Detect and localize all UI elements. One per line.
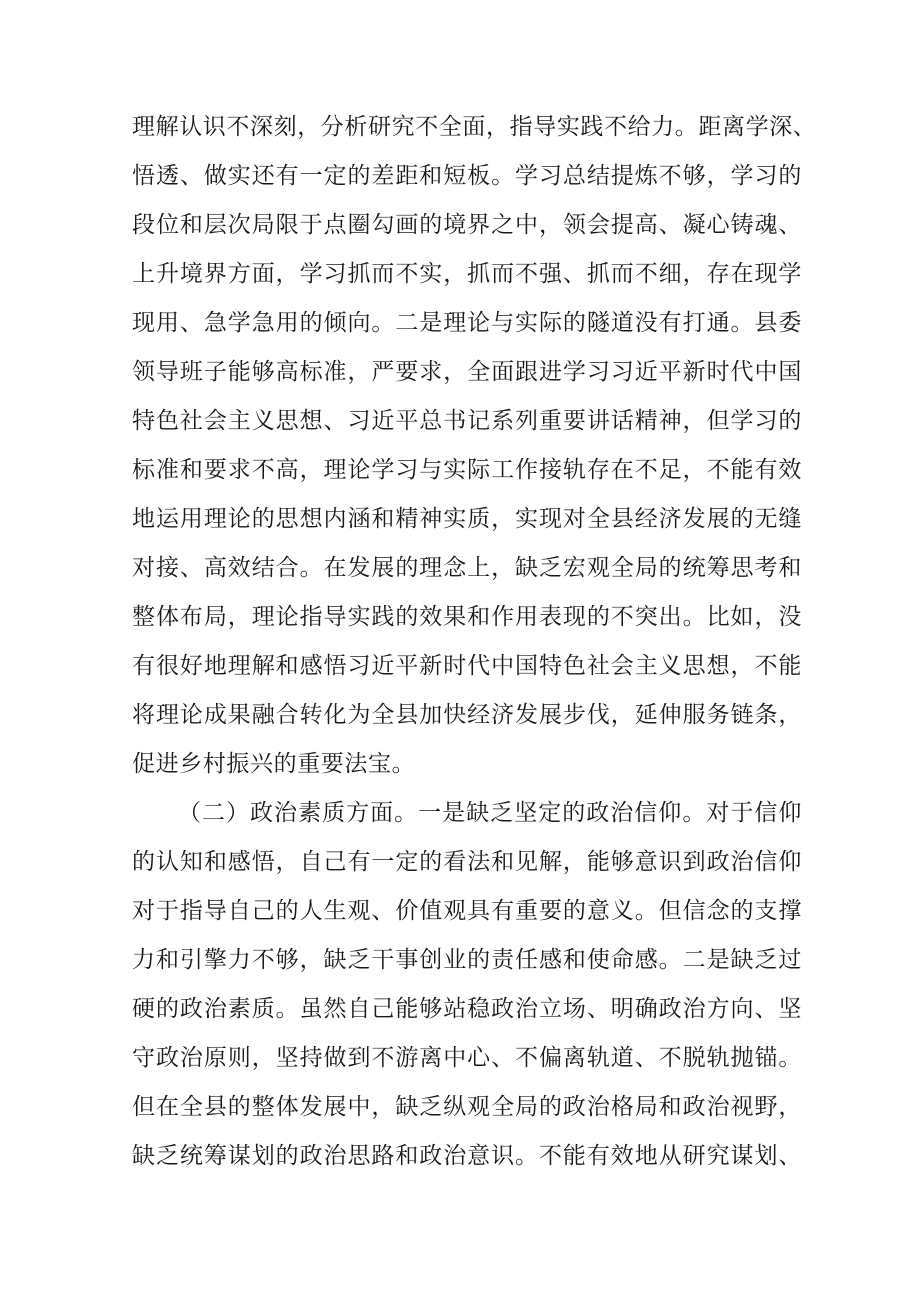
text-line: 悟透、做实还有一定的差距和短板。学习总结提炼不够，学习的 (132, 163, 802, 189)
text-line: 整体布局，理论指导实践的效果和作用表现的不突出。比如，没 (132, 604, 802, 630)
document-body (132, 108, 817, 1186)
text-line: 有很好地理解和感悟习近平新时代中国特色社会主义思想，不能 (132, 653, 802, 679)
text-line: 硬的政治素质。虽然自己能够站稳政治立场、明确政治方向、坚 (132, 996, 802, 1022)
text-line: 段位和层次局限于点圈勾画的境界之中，领会提高、凝心铸魂、 (132, 212, 802, 238)
text-line: 地运用理论的思想内涵和精神实质，实现对全县经济发展的无缝 (132, 506, 802, 532)
text-line: 上升境界方面，学习抓而不实，抓而不强、抓而不细，存在现学 (132, 261, 802, 287)
text-line: 领导班子能够高标准，严要求，全面跟进学习习近平新时代中国 (132, 359, 802, 385)
text-line: 但在全县的整体发展中，缺乏纵观全局的政治格局和政治视野， (132, 1094, 802, 1120)
text-line: 将理论成果融合转化为全县加快经济发展步伐，延伸服务链条， (132, 702, 802, 728)
text-line: 的认知和感悟，自己有一定的看法和见解，能够意识到政治信仰 (132, 849, 802, 875)
text-line: 理解认识不深刻，分析研究不全面，指导实践不给力。距离学深、 (132, 114, 817, 140)
text-line: 促进乡村振兴的重要法宝。 (132, 751, 416, 777)
text-line: 对于指导自己的人生观、价值观具有重要的意义。但信念的支撑 (132, 898, 802, 924)
text-line: 力和引擎力不够，缺乏干事创业的责任感和使命感。二是缺乏过 (132, 947, 802, 973)
text-line: 标准和要求不高，理论学习与实际工作接轨存在不足，不能有效 (132, 457, 802, 483)
text-line: 缺乏统筹谋划的政治思路和政治意识。不能有效地从研究谋划、 (132, 1143, 802, 1169)
text-line: 守政治原则，坚持做到不游离中心、不偏离轨道、不脱轨抛锚。 (132, 1045, 802, 1071)
section-heading-line: （二）政治素质方面。一是缺乏坚定的政治信仰。对于信仰 (178, 800, 802, 826)
text-line: 现用、急学急用的倾向。二是理论与实际的隧道没有打通。县委 (132, 310, 802, 336)
text-line: 特色社会主义思想、习近平总书记系列重要讲话精神，但学习的 (132, 408, 802, 434)
text-line: 对接、高效结合。在发展的理念上，缺乏宏观全局的统筹思考和 (132, 555, 802, 581)
